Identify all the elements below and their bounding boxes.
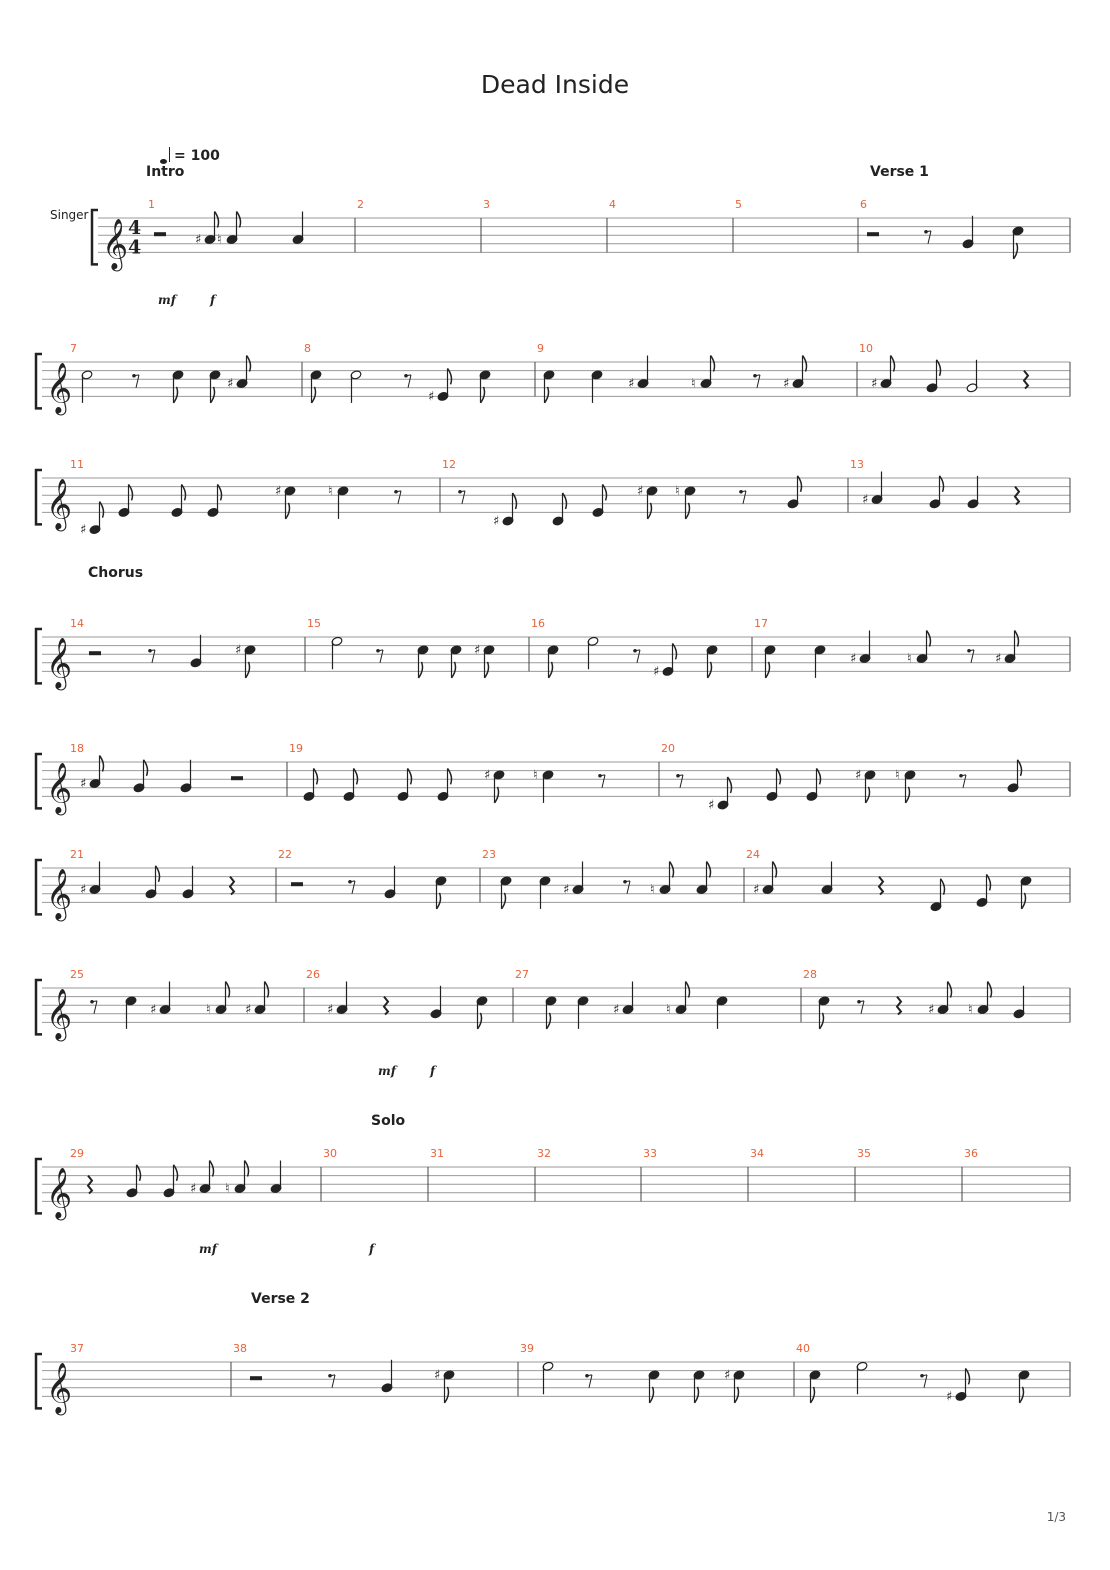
sharp-icon: ♯ <box>653 664 660 680</box>
tempo-bpm: = 100 <box>174 148 220 164</box>
eighth-rest-stem <box>332 1375 335 1388</box>
dynamic-marking: f <box>430 1064 436 1078</box>
sharp-icon: ♯ <box>195 232 202 248</box>
system-bracket-icon <box>36 1159 42 1213</box>
eighth-flag-icon <box>246 662 250 678</box>
measure-number: 37 <box>70 1342 84 1355</box>
natural-icon: ♮ <box>895 767 900 783</box>
eighth-flag-icon <box>174 387 178 403</box>
measure-number: 11 <box>70 458 84 471</box>
sharp-icon: ♯ <box>227 376 234 392</box>
measure-number: 38 <box>233 1342 247 1355</box>
measure-number: 16 <box>531 617 545 630</box>
eighth-flag-icon <box>211 387 215 403</box>
natural-icon: ♮ <box>675 483 680 499</box>
eighth-rest-stem <box>589 1375 592 1388</box>
measure-number: 22 <box>278 848 292 861</box>
eighth-rest-stem <box>627 881 630 894</box>
sharp-icon: ♯ <box>995 651 1002 667</box>
eighth-rest-stem <box>971 650 974 663</box>
dynamic-marking: f <box>210 293 216 307</box>
sharp-icon: ♯ <box>327 1002 334 1018</box>
natural-icon: ♮ <box>691 376 696 392</box>
measure-number: 21 <box>70 848 84 861</box>
sharp-icon: ♯ <box>428 389 435 405</box>
staff-system <box>36 968 1070 1041</box>
sharp-icon: ♯ <box>80 882 87 898</box>
natural-icon: ♮ <box>968 1002 973 1018</box>
measure-number: 35 <box>857 1147 871 1160</box>
sharp-icon: ♯ <box>850 651 857 667</box>
eighth-flag-icon <box>245 1161 249 1177</box>
score-title: Dead Inside <box>480 70 630 99</box>
section-label: Verse 1 <box>870 164 929 180</box>
staff-system <box>36 1342 1070 1415</box>
sharp-icon: ♯ <box>190 1181 197 1197</box>
natural-icon: ♮ <box>666 1002 671 1018</box>
eighth-rest-stem <box>757 375 760 388</box>
measure-number: 24 <box>746 848 760 861</box>
measure-number: 31 <box>430 1147 444 1160</box>
staff-system <box>92 198 1070 271</box>
treble-clef-icon: 𝄞 <box>46 362 73 414</box>
natural-icon: ♮ <box>650 882 655 898</box>
measure-number: 32 <box>537 1147 551 1160</box>
measure-number: 8 <box>304 342 311 355</box>
eighth-rest-stem <box>94 1001 97 1014</box>
system-bracket-icon <box>36 860 42 914</box>
time-signature-top: 4 <box>128 217 142 240</box>
treble-clef-icon: 𝄞 <box>46 762 73 814</box>
eighth-flag-icon <box>215 212 219 228</box>
section-label: Chorus <box>88 565 144 581</box>
natural-icon: ♮ <box>533 767 538 783</box>
half-rest-icon <box>154 232 166 236</box>
sharp-icon: ♯ <box>637 483 644 499</box>
treble-clef-icon: 𝄞 <box>46 1362 73 1414</box>
measure-number: 36 <box>964 1147 978 1160</box>
natural-icon: ♮ <box>225 1181 230 1197</box>
natural-icon: ♮ <box>217 232 222 248</box>
treble-clef-icon: 𝄞 <box>102 218 129 270</box>
eighth-flag-icon <box>226 982 230 998</box>
sharp-icon: ♯ <box>628 376 635 392</box>
staff-system <box>36 458 1070 538</box>
eighth-rest-stem <box>963 775 966 788</box>
dynamic-marking: mf <box>158 293 176 307</box>
sharp-icon: ♯ <box>928 1002 935 1018</box>
eighth-rest-stem <box>680 775 683 788</box>
measure-number: 14 <box>70 617 84 630</box>
system-bracket-icon <box>36 754 42 808</box>
measure-number: 39 <box>520 1342 534 1355</box>
page-number: 1/3 <box>1046 1510 1066 1524</box>
sharp-icon: ♯ <box>474 642 481 658</box>
measure-number: 17 <box>754 617 768 630</box>
sharp-icon: ♯ <box>434 1367 441 1383</box>
staff-system <box>36 848 1070 921</box>
eighth-rest-stem <box>928 231 931 244</box>
treble-clef-icon: 𝄞 <box>46 637 73 689</box>
measure-number: 27 <box>515 968 529 981</box>
measure-number: 6 <box>860 198 867 211</box>
measure-number: 15 <box>307 617 321 630</box>
treble-clef-icon: 𝄞 <box>46 868 73 920</box>
sharp-icon: ♯ <box>80 776 87 792</box>
eighth-rest-stem <box>398 491 401 504</box>
section-label: Intro <box>146 164 185 180</box>
eighth-flag-icon <box>247 356 251 372</box>
sharp-icon: ♯ <box>235 642 242 658</box>
system-bracket-icon <box>36 629 42 683</box>
dynamic-marking: mf <box>199 1242 217 1256</box>
sharp-icon: ♯ <box>862 492 869 508</box>
instrument-name: Singer <box>50 208 89 222</box>
natural-icon: ♮ <box>907 651 912 667</box>
sharp-icon: ♯ <box>855 767 862 783</box>
measure-number: 40 <box>796 1342 810 1355</box>
staff-system <box>36 617 1070 690</box>
eighth-rest-stem <box>408 375 411 388</box>
sharp-icon: ♯ <box>484 767 491 783</box>
eighth-rest-stem <box>152 650 155 663</box>
measure-number: 12 <box>442 458 456 471</box>
sharp-icon: ♯ <box>245 1002 252 1018</box>
half-rest-icon <box>231 776 243 780</box>
measure-number: 25 <box>70 968 84 981</box>
measure-number: 10 <box>859 342 873 355</box>
treble-clef-icon: 𝄞 <box>46 988 73 1040</box>
system-bracket-icon <box>36 980 42 1034</box>
measure-number: 33 <box>643 1147 657 1160</box>
eighth-rest-stem <box>462 491 465 504</box>
measure-number: 9 <box>537 342 544 355</box>
measure-number: 7 <box>70 342 77 355</box>
sharp-icon: ♯ <box>724 1367 731 1383</box>
sharp-icon: ♯ <box>493 514 500 529</box>
measure-number: 29 <box>70 1147 84 1160</box>
sharp-icon: ♯ <box>613 1002 620 1018</box>
system-bracket-icon <box>92 210 98 264</box>
measure-number: 4 <box>609 198 616 211</box>
measure-number: 1 <box>148 198 155 211</box>
measure-number: 20 <box>661 742 675 755</box>
sharp-icon: ♯ <box>275 483 282 499</box>
measure-number: 5 <box>735 198 742 211</box>
sharp-icon: ♯ <box>753 882 760 898</box>
section-label: Solo <box>371 1113 406 1129</box>
eighth-rest-stem <box>602 775 605 788</box>
measure-number: 3 <box>483 198 490 211</box>
half-rest-icon <box>89 651 101 655</box>
measure-number: 23 <box>482 848 496 861</box>
eighth-rest-stem <box>380 650 383 663</box>
sharp-icon: ♯ <box>871 376 878 392</box>
half-rest-icon <box>867 232 879 236</box>
system-bracket-icon <box>36 354 42 408</box>
measure-number: 28 <box>803 968 817 981</box>
eighth-flag-icon <box>210 1161 214 1177</box>
sharp-icon: ♯ <box>783 376 790 392</box>
sharp-icon: ♯ <box>150 1002 157 1018</box>
eighth-rest-stem <box>136 375 139 388</box>
natural-icon: ♮ <box>328 483 333 499</box>
half-rest-icon <box>291 882 303 886</box>
sharp-icon: ♯ <box>563 882 570 898</box>
measure-number: 18 <box>70 742 84 755</box>
eighth-rest-stem <box>637 650 640 663</box>
measure-number: 13 <box>850 458 864 471</box>
dynamic-marking: f <box>369 1242 375 1256</box>
system-bracket-icon <box>36 1354 42 1408</box>
eighth-flag-icon <box>237 212 241 228</box>
sharp-icon: ♯ <box>80 522 87 538</box>
dynamic-marking: mf <box>378 1064 396 1078</box>
eighth-rest-stem <box>352 881 355 894</box>
eighth-rest-stem <box>743 491 746 504</box>
natural-icon: ♮ <box>206 1002 211 1018</box>
staff-system <box>36 1147 1070 1220</box>
measure-number: 34 <box>750 1147 764 1160</box>
measure-number: 19 <box>289 742 303 755</box>
eighth-rest-stem <box>861 1001 864 1014</box>
treble-clef-icon: 𝄞 <box>46 478 73 530</box>
sharp-icon: ♯ <box>708 798 715 813</box>
staff-system <box>36 742 1070 815</box>
section-label: Verse 2 <box>251 1291 310 1307</box>
system-bracket-icon <box>36 470 42 524</box>
staff-system <box>36 342 1070 415</box>
sharp-icon: ♯ <box>946 1389 953 1405</box>
treble-clef-icon: 𝄞 <box>46 1167 73 1219</box>
half-rest-icon <box>250 1376 262 1380</box>
measure-number: 30 <box>323 1147 337 1160</box>
eighth-rest-stem <box>924 1375 927 1388</box>
measure-number: 2 <box>357 198 364 211</box>
time-signature-bottom: 4 <box>128 236 142 259</box>
measure-number: 26 <box>306 968 320 981</box>
